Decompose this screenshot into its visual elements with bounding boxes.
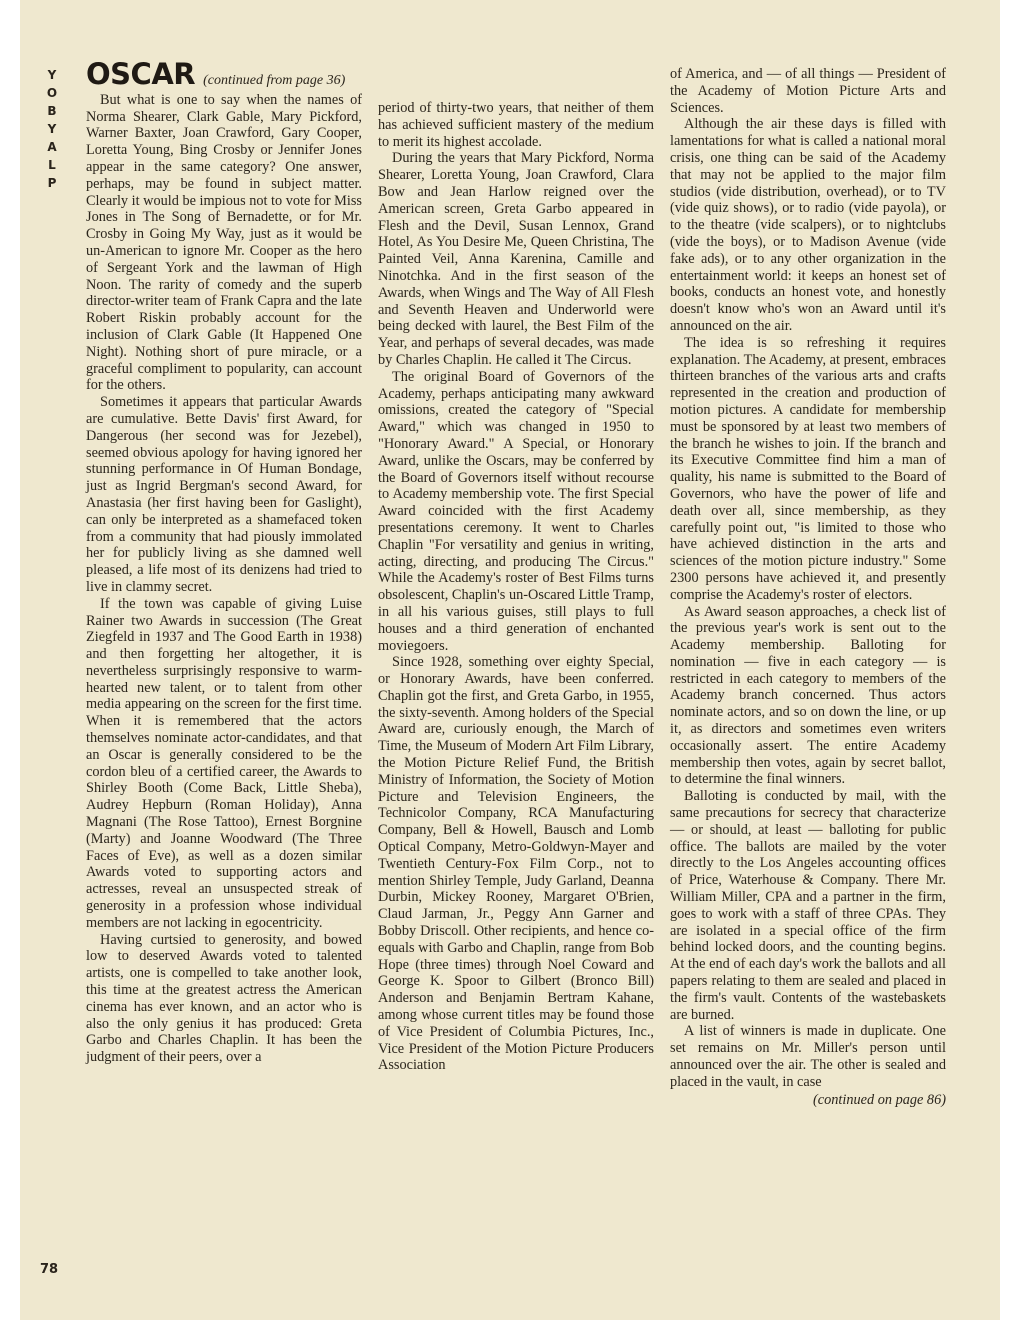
magazine-letter: P — [47, 176, 57, 190]
magazine-letter: L — [48, 158, 56, 172]
paragraph: A list of winners is made in duplicate. One set remains on Mr. Miller's person until announced over the air. The other is sealed and placed in the vault, in case — [670, 1023, 946, 1090]
magazine-name-vertical — [44, 66, 60, 192]
page-number: 78 — [40, 1262, 59, 1277]
paragraph: Since 1928, something over eighty Special, or Honorary Awards, have been conferred. Chaplin got the first, and Greta Garbo, in 1955, the sixty-seventh. Among holders of the Special Award are, curiously enough, the March of Time, the Museum of Modern Art Film Library, the Motion Picture Relief Fund, the British Ministry of Information, the Society of Motion Picture and Television Engineers, the Technicolor Company, RCA Manufacturing Company, Bell & Howell, Bausch and Lomb Optical Company, Metro-Goldwyn-Mayer and Twentieth Century-Fox Film Corp., not to mention Shirley Temple, Judy Garland, Deanna Durbin, Mickey Rooney, Margaret O'Brien, Claud Jarman, Jr., Peggy Ann Garner and Bobby Driscoll. Other recipients, and hence co-equals with Garbo and Chaplin, range from Bob Hope (three times) through Noel Coward and George K. Spoor to Gilbert (Bronco Bill) Anderson and Benjamin Bertram Kahane, among whose current titles may be found those of Vice President of Columbia Pictures, Inc., Vice President of the Motion Picture Producers Association — [378, 654, 654, 1074]
paragraph: But what is one to say when the names of Norma Shearer, Clark Gable, Mary Pickford, Warner Baxter, Joan Crawford, Gary Cooper, Loretta Young, Bing Crosby or Jennifer Jones appear in the same category? One answer, perhaps, may be found in subject matter. Clearly it would be impious not to vote for Miss Jones in The Song of Bernadette, or for Mr. Crosby in Going My Way, just as it would be un-American to ignore Mr. Cooper as the hero of Sergeant York and the lawman of High Noon. The rarity of comedy and the superb director-writer team of Frank Capra and the late Robert Riskin probably account for the inclusion of Clark Gable (It Happened One Night). Nothing short of pure miracle, or a graceful compliment to popularity, can account for the others. — [86, 91, 362, 394]
paragraph: Balloting is conducted by mail, with the same precautions for secrecy that characterize — or should, at least — balloting for public office. The ballots are mailed by the voter directly to the Los Angeles accounting offices of Price, Waterhouse & Company. There Mr. William Miller, CPA and a partner in the firm, goes to work with a staff of three CPAs. They are isolated in a special office of the firm behind locked doors, and the counting begins. At the end of each day's work the ballots and all papers relating to them are sealed and placed in the firm's vault. Contents of the wastebaskets are burned. — [670, 788, 946, 1023]
article-column-2 — [378, 100, 654, 1074]
article-column-3 — [670, 66, 946, 1108]
article-heading — [86, 57, 362, 91]
magazine-letter: B — [47, 104, 57, 118]
magazine-page — [20, 0, 1000, 1320]
magazine-letter: Y — [47, 68, 57, 82]
paragraph: If the town was capable of giving Luise Rainer two Awards in succession (The Great Ziegfeld in 1937 and The Good Earth in 1938) and then forgetting her altogether, it is nevertheless surprisingly responsive to warm-hearted new talent, or to talent from other media appearing on the screen for the first time. When it is remembered that the actors themselves nominate actor-candidates, and that an Oscar is generally considered to be the cordon bleu of a certified career, the Awards to Shirley Booth (Come Back, Little Sheba), Audrey Hepburn (Roman Holiday), Anna Magnani (The Rose Tattoo), Ernest Borgnine (Marty) and Joanne Woodward (The Three Faces of Eve), as well as a dozen similar Awards voted to supporting actors and actresses, reveal an unsuspected streak of generosity in a profession whose individual members are not lacking in egocentricity. — [86, 595, 362, 931]
article-title: OSCAR — [86, 57, 196, 91]
paragraph: As Award season approaches, a check list of the previous year's work is sent out to the Academy membership. Balloting for nomination — five in each category — is restricted in each category to members of the Academy branch concerned. Thus actors nominate actors, and so on down the line, or up it, as directors and sometimes even writers occasionally assert. The entire Academy membership then votes, again by secret ballot, to determine the final winners. — [670, 603, 946, 788]
continued-on-note: (continued on page 86) — [812, 1091, 946, 1108]
paragraph: The original Board of Governors of the Academy, perhaps anticipating many awkward omissions, created the category of "Special Award," which was changed in 1950 to "Honorary Award." A Special, or Honorary Award, unlike the Oscars, may be conferred by the Board of Governors itself without recourse to Academy membership vote. The first Special Award coincided with the first Academy presentations ceremony. It went to Charles Chaplin "For versatility and genius in writing, acting, directing, and producing The Circus." While the Academy's roster of Best Films turns obsolescent, Chaplin's un-Oscared Little Tramp, in all his various guises, still plays to full houses and a third generation of enchanted moviegoers. — [378, 368, 654, 654]
paragraph: During the years that Mary Pickford, Norma Shearer, Loretta Young, Joan Crawford, Clara Bow and Jean Harlow reigned over the American screen, Greta Garbo appeared in Flesh and the Devil, Susan Lennox, Grand Hotel, As You Desire Me, Queen Christina, The Painted Veil, Anna Karenina, Camille and Ninotchka. And in the first season of the Awards, when Wings and The Way of All Flesh and Seventh Heaven and Underworld were being decked with laurel, the Best Film of the Year, and perhaps of several decades, was made by Charles Chaplin. He called it The Circus. — [378, 150, 654, 368]
paragraph: period of thirty-two years, that neither of them has achieved sufficient mastery of the medium to merit its highest accolade. — [378, 100, 654, 150]
article-column-1 — [86, 57, 362, 1066]
paragraph: Although the air these days is filled with lamentations for what is called a national moral crisis, one thing can be said of the Academy that may not be applied to the major film studios (vide distribution, overhead), or to TV (vide quiz shows), or to radio (vide payola), or to the theatre (vide scalpers), or to nightclubs (vide the boys), or to Madison Avenue (vide fake ads), or to any other organization in the entertainment world: it keeps an honest set of books, conducts an honest vote, and honestly doesn't know who's won an Award until it's announced on the air. — [670, 116, 946, 334]
paragraph: Having curtsied to generosity, and bowed low to deserved Awards voted to talented artists, one is compelled to take another look, this time at the greatest actress the American cinema has ever known, and an actor who is also the only genius it has produced: Greta Garbo and Charles Chaplin. It has been the judgment of their peers, over a — [86, 931, 362, 1066]
paragraph: The idea is so refreshing it requires explanation. The Academy, at present, embraces thirteen branches of the various arts and crafts represented in the creation and production of motion pictures. A candidate for membership must be sponsored by at least two members of the branch he wishes to join. If the branch and its Executive Committee find him a man of quality, his name is submitted to the Board of Governors, who have the power of life and death over all, since membership, as they carefully point out, "is limited to those who have achieved distinction in the arts and sciences of the motion picture industry." Some 2300 persons have achieved it, and presently comprise the Academy's roster of electors. — [670, 334, 946, 603]
continued-from-note: (continued from page 36) — [203, 73, 346, 88]
paragraph: Sometimes it appears that particular Awards are cumulative. Bette Davis' first Award, for Dangerous (her second was for Jezebel), seemed obvious apology for having ignored her stunning performance in Of Human Bondage, just as Ingrid Bergman's second Award, for Anastasia (her first having been for Gaslight), can only be interpreted as a shamefaced token from a community that had piously immolated her for publicly living as she damned well pleased, a life most of its denizens had tried to live in clammy secret. — [86, 394, 362, 595]
paragraph: of America, and — of all things — President of the Academy of Motion Picture Arts and Sciences. — [670, 66, 946, 116]
magazine-letter: O — [46, 86, 58, 100]
magazine-letter: A — [47, 140, 57, 154]
magazine-letter: Y — [47, 122, 57, 136]
